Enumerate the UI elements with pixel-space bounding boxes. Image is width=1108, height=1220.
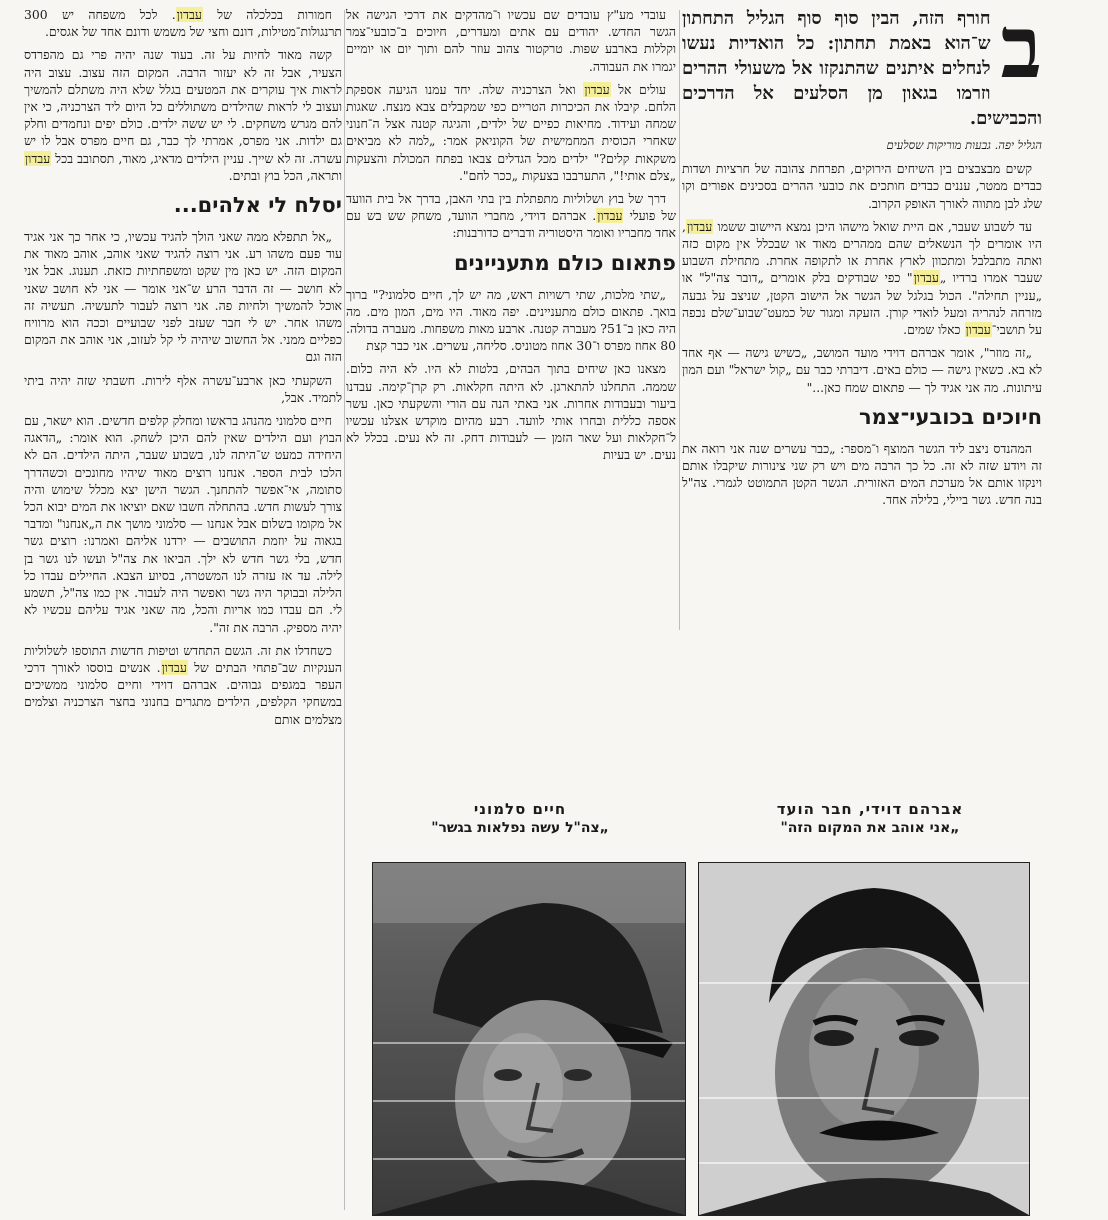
paragraph: כשחדלו את זה. הגשם התחדש וטיפות חדשות התוספו לשלוליות הענקיות שב־פתחי הבתים של עבדון. אנשים בוססו לאורך דרכי העפר במגפים גבוהים. אברהם דוידי וחיים סלמוני ממשיכים במשחקי הקלפים, הילדים מתגרים בחנוני בחצר הצרכניה וצלמים מצלמים אותם	[24, 642, 343, 727]
paragraph: קשה מאוד לחיות על זה. בעוד שנה יהיה פרי גם מהפרדס הצעיר, אבל זה לא יעזור הרבה. המקום הזה עצוב. עצוב היה לראות איך עוקרים את המטעים בגלל שלא היה משתלם להמשיך ועצוב לי לראות שהילדים משתוללים כל היום ליד הצרכניה, כי אין להם מגרש משחקים. לי יש ששה ילדים. כולם יפים ונחמדים וחלק גם ילדות. אני מפרס, אמרתי לך כבר, גם חיים מפרס אבל לו יש עשרה. זה לא שייך. עניין הילדים מדאיג, מאוד, תסתובב בכל עבדון ותראה, הכל בוץ ובתים.	[24, 47, 342, 183]
section-subhead: יסלח לי אלהים...	[173, 193, 342, 218]
caption-quote: „צה"ל עשה נפלאות בגשר"	[431, 820, 609, 836]
highlight: עבדון	[686, 218, 713, 234]
article-column-left	[24, 6, 342, 734]
paragraph: „שתי מלכות, שתי רשויות ראש, מה יש לך, חיים סלמוני?" ברוך בואך. פתאום כולם מתעניינים. יפה מאוד. היו מים, המון מים. מה היה כאן ב־51? מעברה קטנה. ארבע מאות משפחות. מעברה בדולה. 80 אחוז מפרס ו־30 אחוז מטוניס. סליחה, עשרים. אני כבר קצת	[346, 286, 676, 354]
highlight: עבדון	[161, 659, 187, 675]
paragraph: השקעתי כאן ארבע־עשרה אלף לירות. חשבתי שזה יהיה ביתי לתמיד. אבל,	[24, 372, 342, 405]
highlight: עבדון	[176, 7, 202, 22]
paragraph: עולים אל עבדון ואל הצרכניה שלה. יחד עמנו הגיעה אספקת הלחם. קיבלו את הכיכרות הטריים כפי שמקבלים צבא מנצח. שאגות שמחה ועידוד. מחיאות כפיים של ילדים, והגיגה קטנה אצל ה־חנוני שאחרי הכוסית המחמישית של הקוניאק אמר: „למה לא מביאים משקאות קלים?" ילדים מכל הגדלים צבאו בפתח המכולת והצעקות „צלם אותי!", התערבבו בצעקות „ככר לחם".	[346, 81, 676, 183]
article-column-middle	[346, 6, 676, 470]
paragraph: חמורות בכלכלה של עבדון. לכל משפחה יש 300 תרנגולות־מטילות, דונם וחצי של משמש ודונם אחד של אגסים.	[24, 7, 342, 40]
highlight: עבדון	[584, 81, 610, 97]
paragraph: עובדי מע"ץ עובדים שם עכשיו ו־מהדקים את דרכי הגישה אל הגשר החדש. יהודים עם אתים ומעדרים, חיוכים ב־כובעי־צמר וקללות בארבע שפות. טרקטור צהוב עוזר להם ותוך יום או יומיים יגמרו את העבודה.	[346, 7, 676, 74]
column-rule	[344, 10, 345, 1210]
drop-cap: ב	[1000, 0, 1042, 98]
highlight: עבדון	[25, 150, 51, 166]
portrait-photo-middle	[372, 862, 686, 1216]
paragraph: „אל תתפלא ממה שאני הולך להגיד עכשיו, כי אחר כך אני אגיד עוד פעם משהו רע. אני רוצה להגיד שאני אוהב, אוהב מאוד את המקום הזה. יש כאן מין שקט ומשפחתיות כזאת. תענוג. אבל אני לא חושב — זה הדבר הרע ש־אני אומר — אני לא חושב שאני אוכל להמשיך ולחיות פה. אני רוצה לעבור לתעשיה. תעשיה זה משהו אחר. יש לי חבר שעזב לפני שבועיים וככה הוא מרוויח כפליים ממני. אל החשוב שיהיה לי קל לעזוב, אני אוהב את המקום הזה וגם	[24, 229, 342, 365]
paragraph: קשים מבצבצים בין השיחים הירוקים, תפרחת צהובה של חרציות ושדות כבדים ממטר, עננים כבדים חותכים את כובעי ההרים בסכינים אפורים וקו שלג לבן מתווה לאורך האופק הקרוב.	[682, 161, 1042, 211]
caption-name: אברהם דוידי, חבר הועד	[776, 800, 964, 818]
highlight: עבדון	[597, 208, 623, 224]
intro-text: חורף הזה, הבין סוף סוף הגליל התחתון ש־הוא באמת תחתון: כל הואדיות נעשו לנחלים איתנים שהתנקזו אל משעולי ההרים וזרמו בגאון מן הסלעים אל הדרכים והכבישים.	[682, 8, 1042, 129]
paragraph: חיים סלמוני מהנהג בראשו ומחלק קלפים חדשים. הוא ישאר, עם הבוץ ועם הילדים שאין להם היכן לשחק. הוא אומר: „הדאגה היחידה כמעט ש־היתה לנו, בשבוע שעבר, היתה הילדים. הם לא הלכו לבית הספר. אנחנו רוצים מאוד שיהיו מחונכים וכשהדרך סתומה, אי־אפשר להתחנך. הגשר הישן יצא מכלל שימוש והיה צורך לעשות חדש. בהתחלה חשבו שאם יוציאו את המים יבוא הכל אל מקומו בשלום אבל אנחנו — סלמוני מושך את ה„אנחנו" ומדבר בגאוה על יוזמת התושבים — ירדנו אליהם ואמרנו: רוצים גשר חדש, בלי גשר חדש לא ילך. הביאו את צה"ל ועשו לנו גשר בן לילה. עד אז עזרה לנו המשטרה, בסיוע הצבא. החיילים עבדו כל הלילה ובבוקר היה גשר ואפשר היה לעבור. אין כמו צה"ל, תשמע לי. הם עבדו כמו אריות והכל, מה שאני אגיד עליהם עכשיו לא יהיה מספיק. הרבה את זה".	[24, 413, 342, 635]
intro-kicker: הגליל יפה. גבעות מוריקות שסלעים	[886, 138, 1042, 152]
article-column-right	[682, 0, 1042, 515]
section-subhead: חיוכים בכובעי־צמר	[859, 404, 1042, 429]
paragraph: עד לשבוע שעבר, אם היית שואל מישהו היכן נמצא היישוב ששמו עבדון, היו אומרים לך הנשאלים שהם ממהרים מאוד או שבכלל אין מקום כזה ואתה מתבלבל ומתכוון לארץ אחרת או לתקופה אחרת. מתחילת השבוע שעבר אמרו ברדיו „עבדון" כפי שבודקים בלק אומרים „דובר צה"ל" או „עניין תחילה". הכול בגלגל של הגשר אל הישוב הקטן, שניצב על גבעה מזרחה לנהריה ומעל לואדי קורן. הזעקה ומגור של כמעט־שבוע־שלם נכפה על תושבי־עבדון כאלו שמים.	[682, 218, 1042, 338]
section-subhead: פתאום כולם מתעניינים	[453, 250, 676, 275]
paragraph: המהנדס ניצב ליד הגשר המוצף ו־מספר: „כבר עשרים שנה אני רואה את זה ויודע שזה לא זה. כל כך הרבה מים ויש רק שני צינורות שיקבלו אותם וינקזו אותם אל מערכת המים האזורית. הגשר הקטן התמוטט לגמרי. צה"ל בנה חדש. גשר ביילי, בלילה אחד.	[682, 440, 1042, 508]
article-intro	[682, 0, 1042, 131]
paragraph: דרך של בוץ ושלוליות מתפתלת בין בתי האבן, בדרך אל בית הוועד של פועלי עבדון. אברהם דוידי, מחברי הוועד, משחק שש בש עם אחד מחבריו ואומר היסטוריה ודברים כדורבנות:	[346, 191, 676, 241]
portrait-photo-right	[698, 862, 1030, 1216]
column-rule	[679, 10, 680, 630]
paragraph: מצאנו כאן שיחים בתוך הבהים, בלטות לא היו. לא היה כלום. שממה. התחלנו להתארגן. לא היתה חקלאות. רק קרן־קימה. עבדנו ביעור ובעבודות אחרות. אני באתי הנה עם הורי והשקעתי כאן. עשר אספה כללית ובחרו אותי לוועד. רבע מהיום מוקדש אצלנו עכשיו ל־חקלאות ועל שאר הזמן — לעבודות דחק. זה לא נעים. בכלל לא נעים. יש בעיות	[346, 361, 676, 463]
caption-name: חיים סלמוני	[473, 800, 567, 818]
caption-quote: „אני אוהב את המקום הזה"	[780, 820, 960, 836]
highlight: עבדון	[965, 322, 991, 338]
photo-caption-middle	[360, 800, 680, 836]
paragraph: „זה מוזר", אומר אברהם דוידי מועד המושב, „כשיש גישה — אף אחד לא בא. כשאין גישה — כולם באים. דיברתי כבר עם „קול ישראל" ועם המון עיתונות. מה אני אגיד לך — פתאום שמח כאן..."	[682, 345, 1042, 395]
photo-caption-right	[700, 800, 1040, 836]
highlight: עבדון	[913, 270, 939, 286]
